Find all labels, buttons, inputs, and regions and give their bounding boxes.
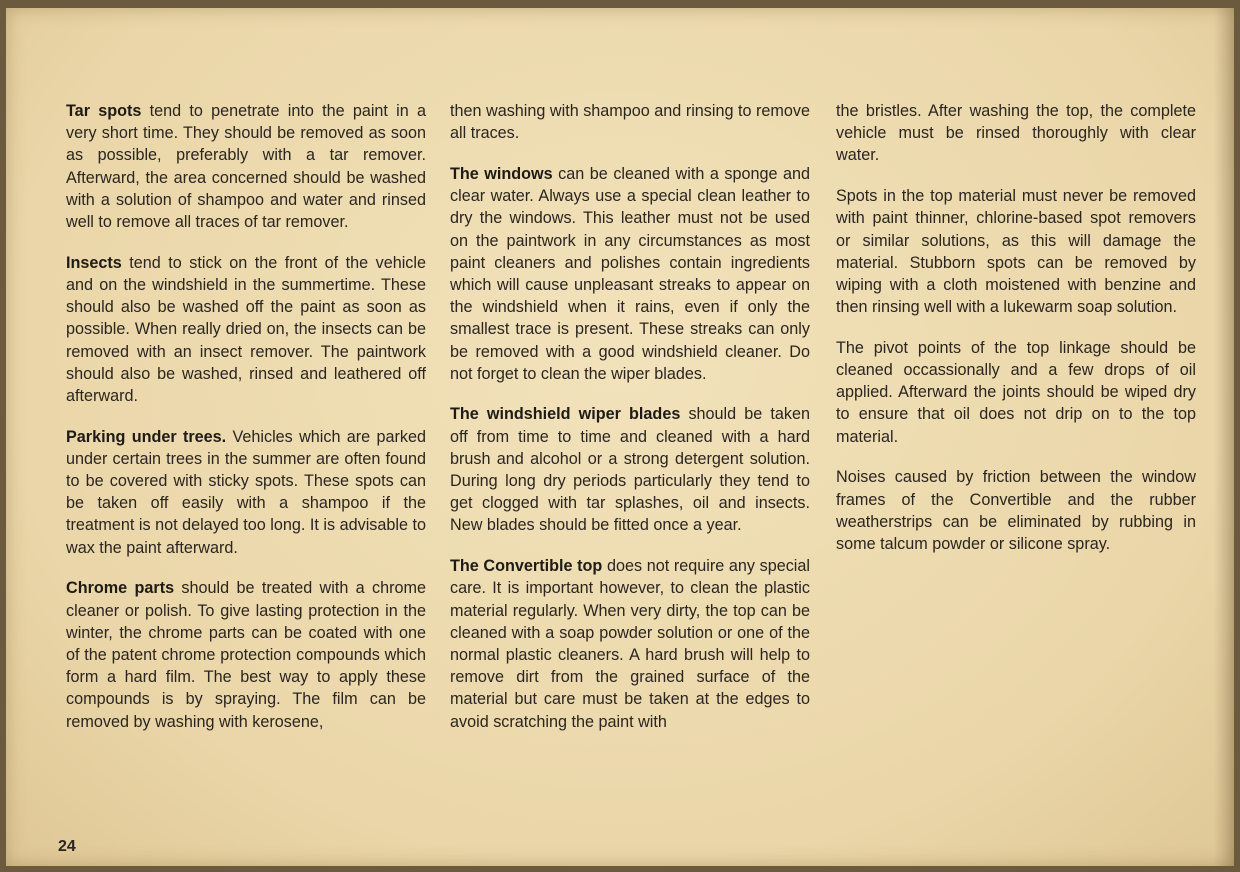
paragraph-lead: Parking under trees. bbox=[66, 427, 227, 446]
paragraph-text: Vehicles which are parked under certain trees in the summer are often found to be covered with sticky spots. These spots can be taken off easily with a shampoo if the treatment is not delayed too long. It is advisable to wax the paint afterward. bbox=[66, 427, 426, 557]
paragraph-text: The pivot points of the top linkage should be cleaned occassionally and a few drops of oil applied. Afterward the joints should be wiped dry to ensure that oil does not drip on to the top material. bbox=[836, 338, 1196, 446]
paragraph-text: should be taken off from time to time and cleaned with a hard brush and alcohol or a strong detergent solution. During long dry periods particularly they tend to get clogged with tar splashes, oil and insects. New blades should be fitted once a year. bbox=[450, 405, 810, 535]
paragraph-convertible-top bbox=[450, 555, 810, 733]
paragraph-lead: Insects bbox=[66, 253, 122, 272]
paragraph-text: does not require any special care. It is important however, to clean the plastic material regularly. When very dirty, the top can be cleaned with a soap powder solution or one of the normal plastic cleaners. A hard brush will help to remove dirt from the grained surface of the material but care must be taken at the edges to avoid scratching the paint with bbox=[450, 557, 811, 731]
paragraph-insects bbox=[66, 252, 426, 407]
paragraph-lead: Chrome parts bbox=[66, 579, 175, 598]
paragraph-lead: The windows bbox=[450, 164, 553, 183]
paragraph-continuation bbox=[450, 100, 810, 144]
paragraph-chrome-parts bbox=[66, 577, 426, 732]
text-column-3 bbox=[836, 100, 1196, 574]
paragraph-text: then washing with shampoo and rinsing to remove all traces. bbox=[450, 102, 810, 143]
text-column-2 bbox=[450, 100, 810, 751]
paragraph-text: Noises caused by friction between the window frames of the Convertible and the rubber weatherstrips can be eliminated by rubbing in some talcum powder or silicone spray. bbox=[836, 468, 1196, 553]
paragraph-lead: The windshield wiper blades bbox=[450, 405, 681, 424]
paragraph-windows bbox=[450, 163, 810, 385]
paragraph-text: the bristles. After washing the top, the complete vehicle must be rinsed thoroughly with clear water. bbox=[836, 102, 1196, 165]
paragraph-text: Spots in the top material must never be removed with paint thinner, chlorine-based spot removers or similar solutions, as this will damage the material. Stubborn spots can be removed by wiping with a cloth moistened with benzine and then rinsing well with a lukewarm soap solution. bbox=[836, 187, 1196, 317]
page-number: 24 bbox=[58, 838, 76, 855]
paragraph-noises bbox=[836, 466, 1196, 555]
paragraph-text: can be cleaned with a sponge and clear water. Always use a special clean leather to dry the windows. This leather must not be used on the paintwork in any circumstances as most paint cleaners and polishes contain ingredients which will cause unpleasant streaks to appear on the windshield when it rains, even if only the smallest trace is present. These streaks can only be removed with a good windshield cleaner. Do not forget to clean the wiper blades. bbox=[450, 164, 811, 383]
paragraph-lead: Tar spots bbox=[66, 102, 142, 120]
paragraph-continuation bbox=[836, 100, 1196, 167]
paragraph-lead: The Convertible top bbox=[450, 557, 603, 576]
paragraph-tar-spots bbox=[66, 100, 426, 233]
manual-page bbox=[6, 8, 1234, 866]
page-spine-shadow bbox=[1214, 8, 1234, 866]
paragraph-text: should be treated with a chrome cleaner or polish. To give lasting protection in the winter, the chrome parts can be coated with one of the patent chrome protection compounds which form a hard film. The best way to apply these compounds is by spraying. The film can be removed by washing with kerosene, bbox=[66, 579, 426, 731]
paragraph-parking-under-trees bbox=[66, 426, 426, 559]
paragraph-pivot-points bbox=[836, 337, 1196, 448]
paragraph-text: tend to stick on the front of the vehicle and on the windshield in the summertime. These should also be washed off the paint as soon as possible. When really dried on, the insects can be removed with an insect remover. The paintwork should also be washed, rinsed and leathered off afterward. bbox=[66, 253, 426, 405]
paragraph-wiper-blades bbox=[450, 403, 810, 536]
text-column-1 bbox=[66, 100, 426, 751]
paragraph-text: tend to penetrate into the paint in a very short time. They should be removed as soon as possible, preferably with a tar remover. Afterward, the area concerned should be washed with a solution of shampoo and water and rinsed well to remove all traces of tar remover. bbox=[66, 102, 426, 232]
paragraph-top-spots bbox=[836, 185, 1196, 318]
